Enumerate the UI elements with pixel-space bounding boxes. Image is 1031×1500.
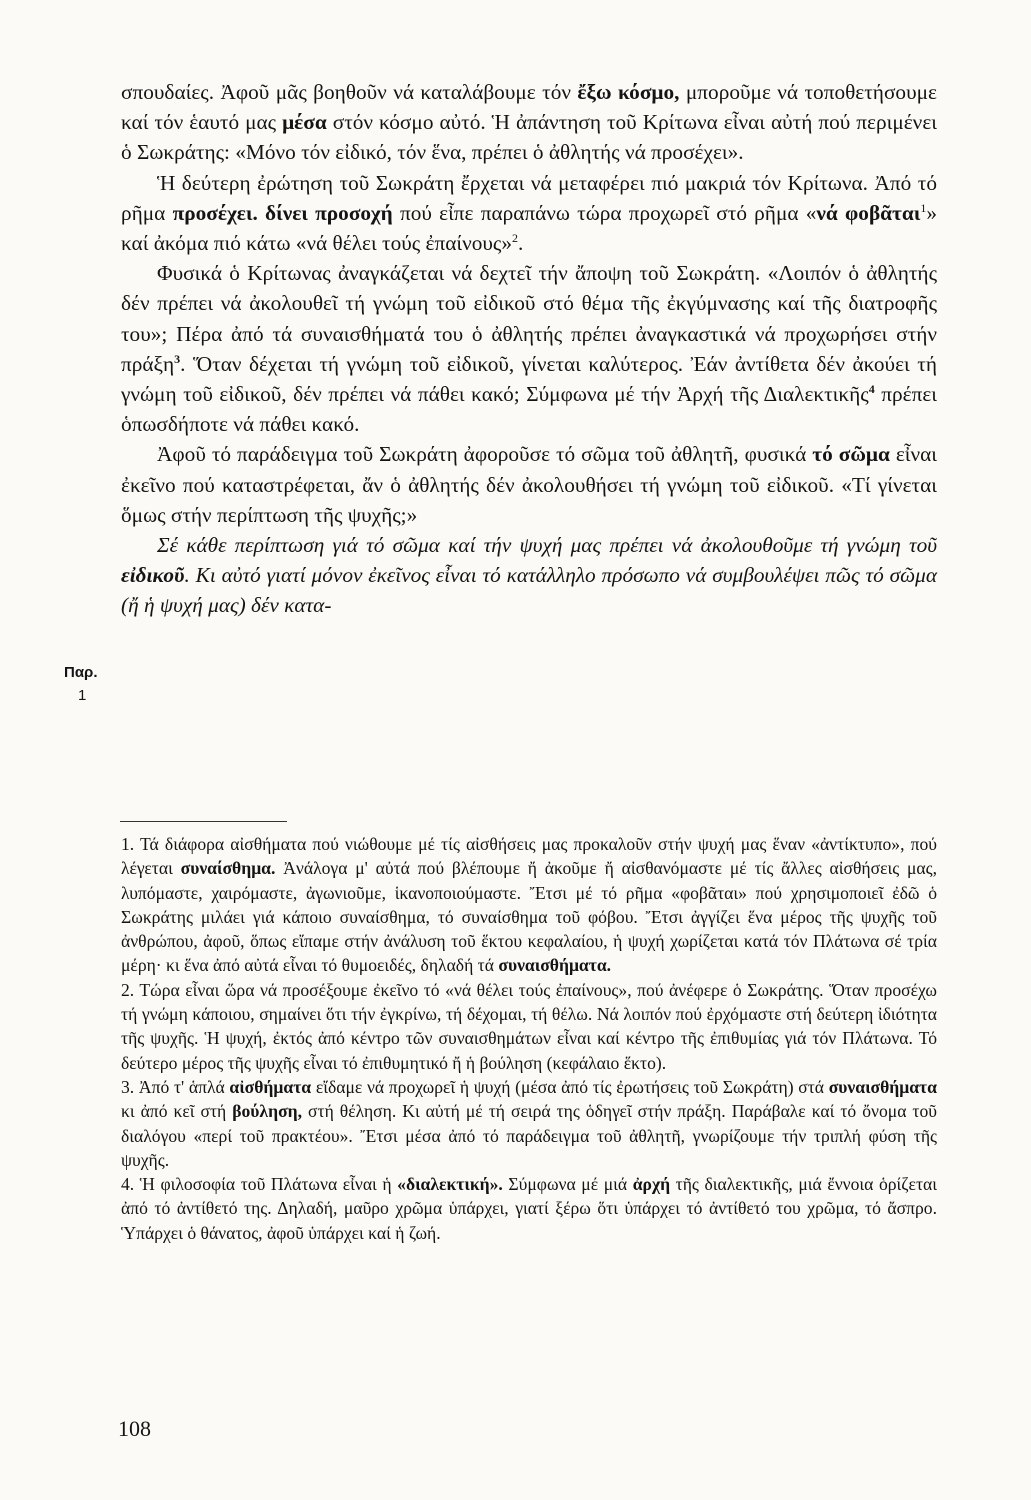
text-run: Φυσικά ὁ Κρίτωνας ἀναγκάζεται νά δεχτεῖ τήν ἄποψη τοῦ Σωκράτη. «Λοιπόν ὁ ἀθλητής δέν πρέπει νά ἀκολουθεῖ τή γνώμη τοῦ εἰδικοῦ στό θέμα τῆς ἐκγύμνασης καί τῆς διατροφῆς του»; Πέρα ἀπό τά συναισθήματά του ὁ ἀθλητής πρέπει ἀναγκαστικά νά προχωρήσει στήν πράξη	[121, 261, 937, 376]
footnote-number: 4.	[121, 1174, 135, 1195]
bold-term: ἀρχή	[632, 1174, 671, 1195]
text-run: πού εἶπε παραπάνω τώρα προχωρεῖ στό ρῆμα «	[392, 200, 817, 225]
text-run: τῆς διαλεκτικῆς, μιά ἔννοια ὁρίζεται ἀπό τό ἀντίθετό της. Δηλαδή, μαῦρο χρῶμα ὑπάρχει, γιατί ξέρω ὅτι ὑπάρχει τό ἀντίθετό του χρῶμα, τό ἄσπρο. Ὑπάρχει ὁ θάνατος, ἀφοῦ ὑπάρχει καί ἡ ζωή.	[121, 1174, 937, 1243]
text-run: .	[518, 231, 524, 256]
text-run: . Ὅταν δέχεται τή γνώμη τοῦ εἰδικοῦ, γίνεται καλύτερος. Ἐάν ἀντίθετα δέν ἀκούει τή γνώμη τοῦ εἰδικοῦ, δέν πρέπει νά πάθει κακό; Σύμφωνα μέ τήν Ἀρχή τῆς Διαλεκτικῆς	[121, 351, 937, 407]
paragraph-5	[121, 530, 937, 621]
page-number: 108	[118, 1416, 151, 1441]
bold-term: ἔξω κόσμο,	[577, 80, 680, 104]
text-run: στόν κόσμο αὐτό. Ἡ ἀπάντηση τοῦ Κρίτωνα εἶναι αὐτή πού περιμένει ὁ Σωκράτης: «Μόνο τόν εἰδικό, τόν ἕνα, πρέπει ὁ ἀθλητής νά προσέχει».	[121, 110, 937, 165]
margin-note-number: 1	[78, 687, 87, 704]
footnote-4	[121, 1172, 937, 1245]
footnote-2	[121, 978, 937, 1075]
footnote-ref: 3	[174, 351, 181, 366]
text-run: στή θέληση. Κι αὐτή μέ τή σειρά της ὁδηγεῖ στήν πράξη. Παράβαλε καί τό ὄνομα τοῦ διαλόγου «περί τοῦ πρακτέου». Ἔτσι μέσα ἀπό τό παράδειγμα τοῦ ἀθλητῆ, γνωρίζουμε τήν τριπλή φύση τῆς ψυχῆς.	[121, 1101, 937, 1170]
footnotes	[121, 832, 937, 1245]
text-run: μποροῦμε νά τοποθετήσουμε καί τόν ἑαυτό μας	[121, 80, 937, 135]
text-run: Ἀπό τ' ἁπλά	[134, 1076, 230, 1097]
paragraph-2	[121, 168, 937, 259]
footnote-number: 2.	[121, 979, 135, 1000]
text-run: εἴδαμε νά προχωρεῖ ἡ ψυχή (μέσα ἀπό τίς ἐρωτήσεις τοῦ Σωκράτη) στά	[311, 1076, 829, 1097]
paragraph-1	[121, 77, 937, 168]
margin-note	[64, 661, 104, 707]
footnote-1	[121, 832, 937, 978]
text-run: Ἡ φιλοσοφία τοῦ Πλάτωνα εἶναι ἡ	[134, 1174, 398, 1195]
text-run: Τά διάφορα αἰσθήματα πού νιώθουμε μέ τίς αἰσθήσεις μας προκαλοῦν στήν ψυχή μας ἕναν «ἀντίκτυπο», πού λέγεται	[121, 834, 937, 879]
main-text	[121, 77, 937, 621]
bold-term: συναισθήματα.	[498, 955, 612, 976]
footnote-3	[121, 1075, 937, 1172]
paragraph-3	[121, 258, 937, 439]
footnote-ref: 2	[512, 230, 519, 245]
bold-term: συναισθήματα	[828, 1076, 937, 1097]
footnote-ref: 4	[868, 381, 875, 396]
footnote-number: 3.	[121, 1076, 135, 1097]
footnote-number: 1.	[121, 834, 135, 854]
text-run: Σύμφωνα μέ μιά	[502, 1174, 633, 1195]
text-run: κι ἀπό κεῖ στή	[121, 1101, 233, 1122]
text-run: εἶναι ἐκεῖνο πού καταστρέφεται, ἄν ὁ ἀθλητής δέν ἀκολουθήσει τή γνώμη τοῦ εἰδικοῦ. «Τί γίνεται ὅμως στήν περίπτωση τῆς ψυχῆς;»	[121, 442, 938, 527]
text-run: Ἀνάλογα μ' αὐτά πού βλέπουμε ἤ ἀκοῦμε ἤ αἰσθανόμαστε μέ τίς ἄλλες αἰσθήσεις μας, λυπόμαστε, χαιρόμαστε, ἀγωνιοῦμε, ἱκανοποιούμαστε. Ἔτσι μέ τό ρῆμα «φοβᾶται» πού χρησιμοποιεῖ ἐδῶ ὁ Σωκράτης μιλάει γιά κάποιο συναίσθημα, τό συναίσθημα τοῦ φόβου. Ἔτσι ἀγγίζει ἕνα μέρος τῆς ψυχῆς τοῦ ἀνθρώπου, ἀφοῦ, ὅπως εἴπαμε στήν ἀνάλυση τοῦ ἕκτου κεφαλαίου, ἡ ψυχή χωρίζεται κατά τόν Πλάτωνα σέ τρία μέρη· κι ἕνα ἀπό αὐτά εἶναι τό θυμοειδές, δηλαδή τά	[121, 858, 938, 976]
bold-term: νά φοβᾶται	[816, 200, 921, 225]
footnote-divider	[120, 821, 287, 822]
text-run: σπουδαίες. Ἀφοῦ μᾶς βοηθοῦν νά καταλάβουμε τόν	[121, 80, 578, 104]
footnote-ref: 1	[920, 200, 927, 215]
text-run: Τώρα εἶναι ὥρα νά προσέξουμε ἐκεῖνο τό «νά θέλει τούς ἐπαίνους», πού ἀνέφερε ὁ Σωκράτης. Ὅταν προσέχω τή γνώμη κάποιου, σημαίνει ὅτι τήν ἐγκρίνω, τή δέχομαι, τή θέλω. Νά λοιπόν πού ἐρχόμαστε στή δεύτερη ἰδιότητα τῆς ψυχῆς. Ἡ ψυχή, ἐκτός ἀπό κέντρο τῶν συναισθημάτων εἶναι καί κέντρο τῆς ἐπιθυμίας γιά τόν Πλάτωνα. Τό δεύτερο μέρος τῆς ψυχῆς εἶναι τό ἐπιθυμητικό ἤ ἡ βούληση (κεφάλαιο ἕκτο).	[121, 979, 937, 1073]
bold-term: «διαλεκτική».	[397, 1174, 503, 1195]
text-run: Ἀφοῦ τό παράδειγμα τοῦ Σωκράτη ἀφοροῦσε τό σῶμα τοῦ ἀθλητῆ, φυσικά	[157, 442, 813, 467]
text-run: Ἡ δεύτερη ἐρώτηση τοῦ Σωκράτη ἔρχεται νά μεταφέρει πιό μακριά τόν Κρίτωνα. Ἀπό τό ρῆμα	[121, 170, 937, 225]
paragraph-4	[121, 439, 937, 530]
text-run: . Κι αὐτό γιατί μόνον ἐκεῖνος εἶναι τό κατάλληλο πρόσωπο νά συμβουλέψει πῶς τό σῶμα (ἤ ἡ ψυχή μας) δέν κατα-	[121, 563, 937, 618]
text-run: » καί ἀκόμα πιό κάτω «νά θέλει τούς ἐπαίνους»	[121, 200, 938, 256]
bold-term: προσέχει. δίνει προσοχή	[172, 200, 393, 225]
margin-note-label: Παρ.	[64, 664, 98, 681]
bold-term: βούληση,	[232, 1101, 303, 1122]
bold-term: αἰσθήματα	[229, 1076, 312, 1097]
bold-term: συναίσθημα.	[180, 858, 276, 879]
text-run: πρέπει ὁπωσδήποτε νά πάθει κακό.	[121, 382, 937, 437]
bold-term: μέσα	[282, 110, 327, 135]
text-run: Σέ κάθε περίπτωση γιά τό σῶμα καί τήν ψυχή μας πρέπει νά ἀκολουθοῦμε τή γνώμη τοῦ	[157, 533, 937, 558]
bold-term: εἰδικοῦ	[121, 563, 185, 588]
bold-term: τό σῶμα	[812, 442, 890, 467]
